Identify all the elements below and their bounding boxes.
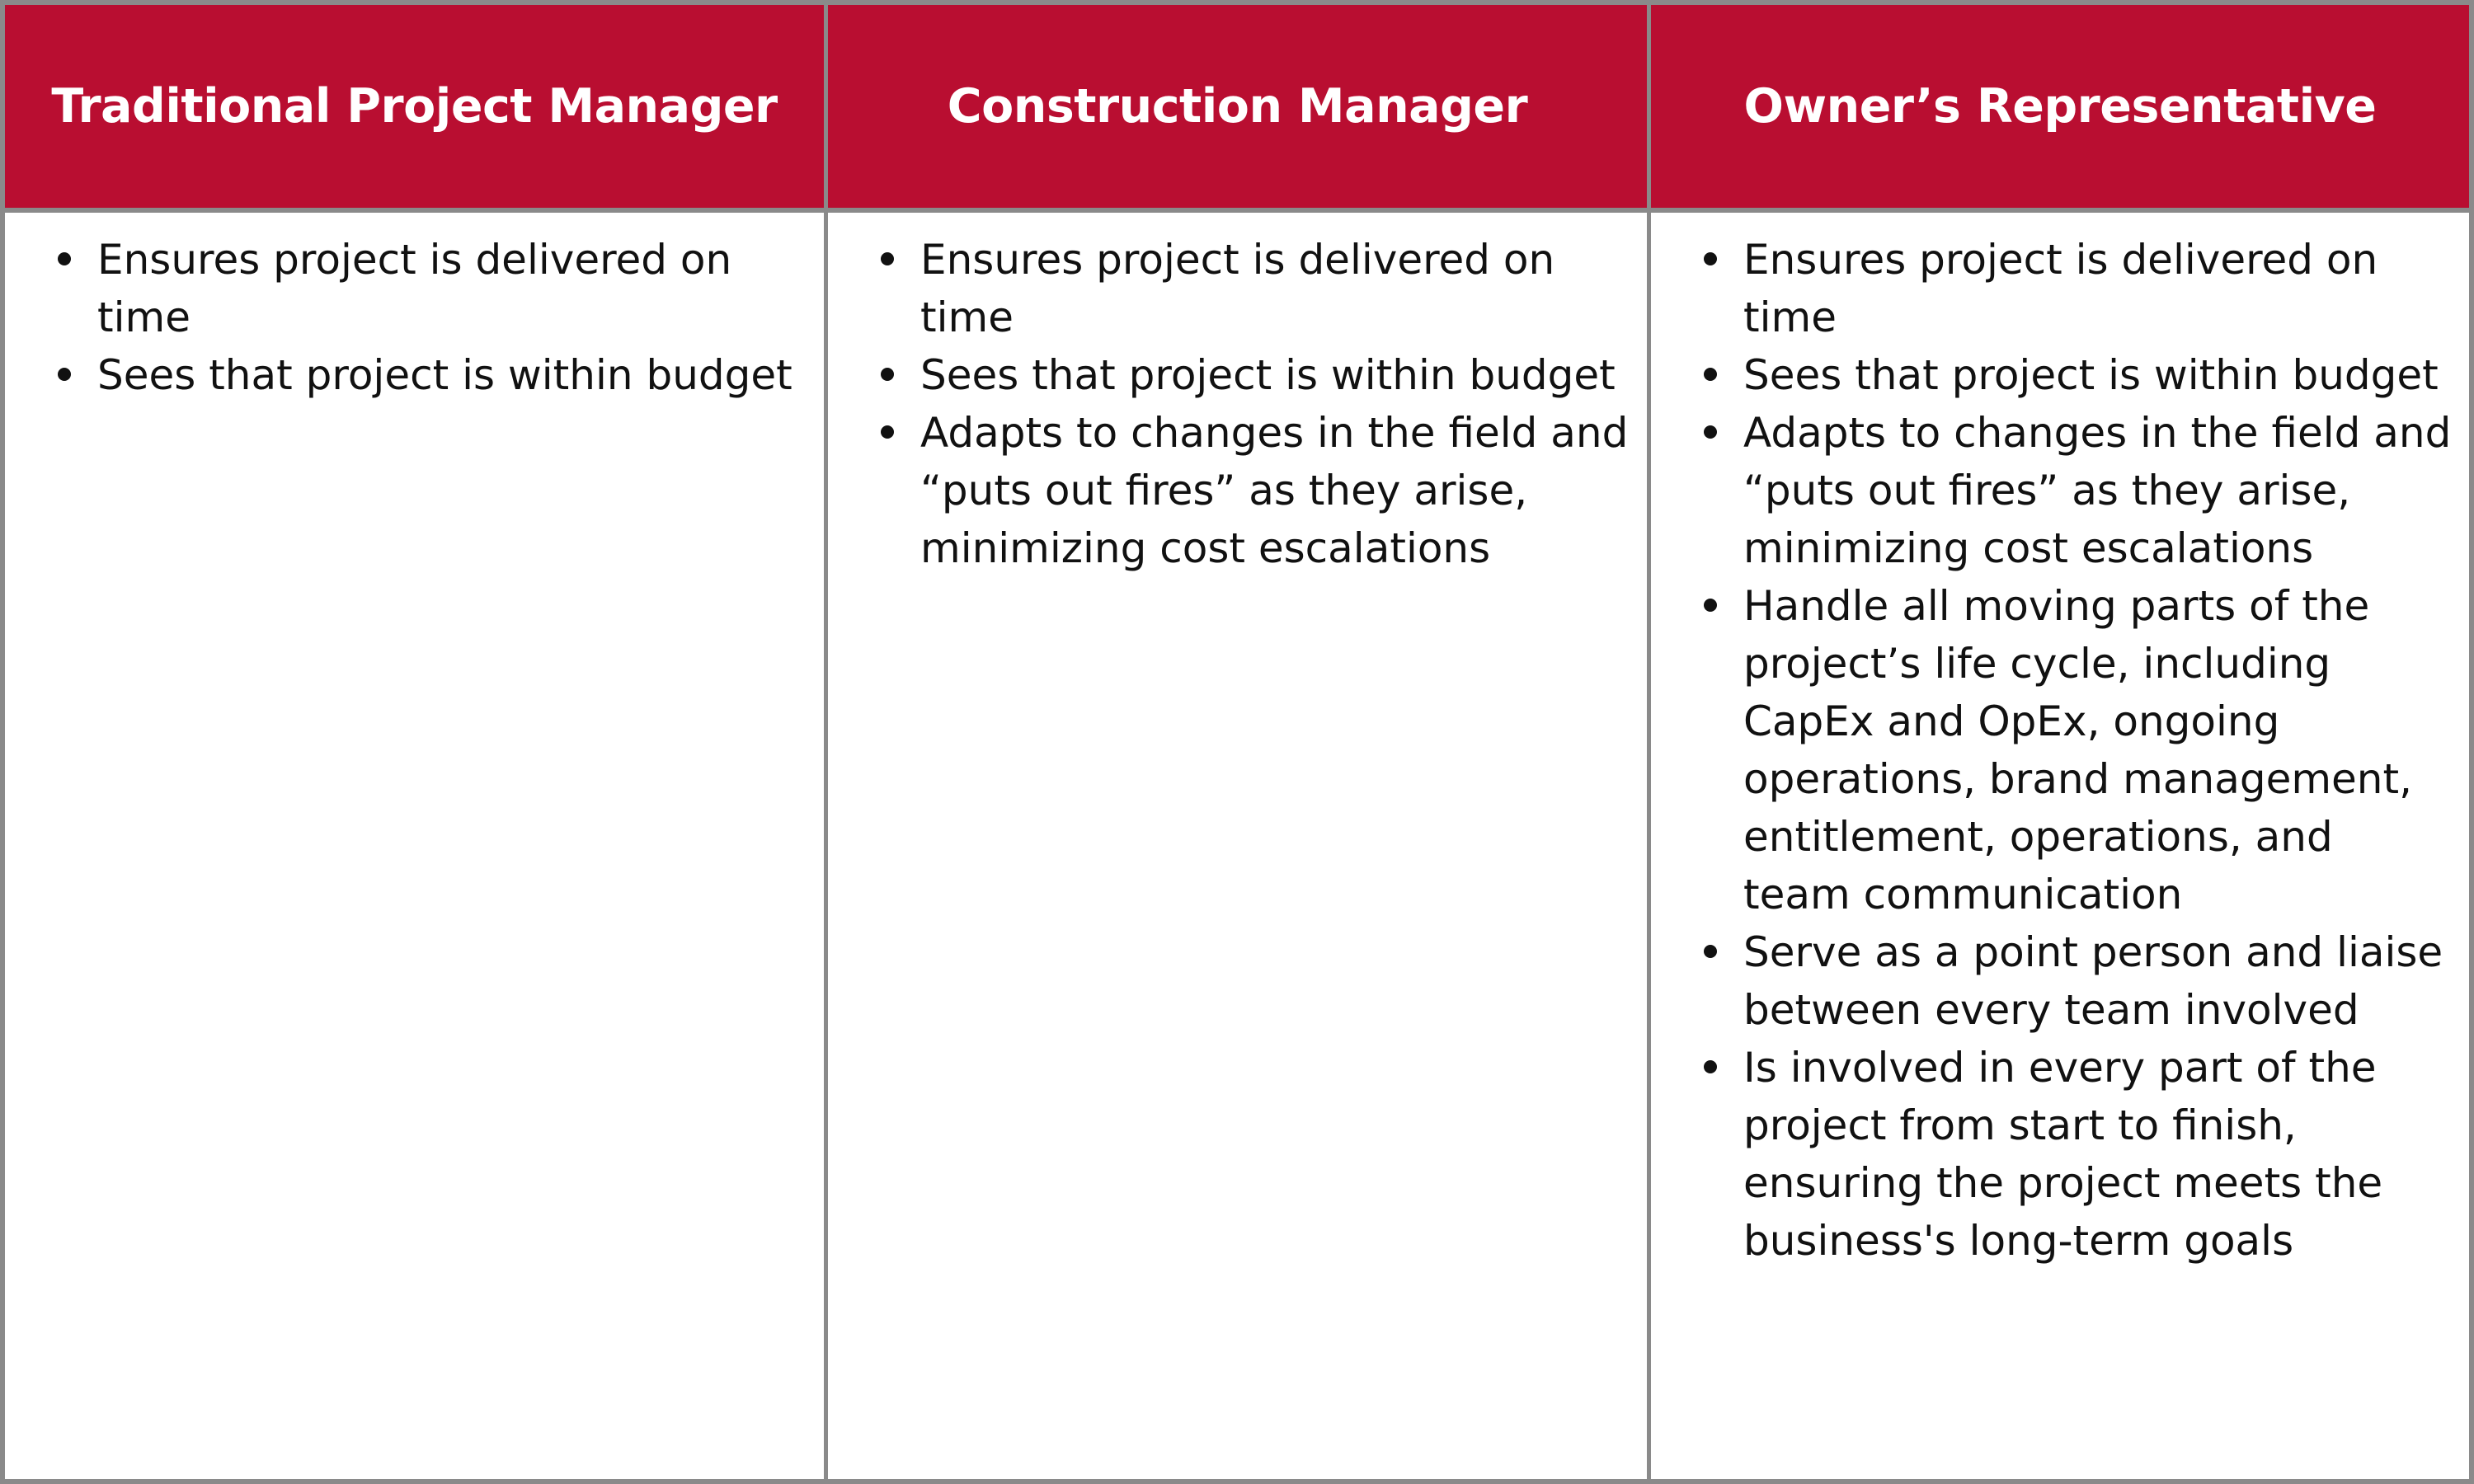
- column-header-owners-representative: Owner’s Representative: [1651, 5, 2469, 213]
- bullet-icon: [1704, 368, 1717, 381]
- column-body-traditional-project-manager: [5, 213, 828, 1479]
- list-item-text: Ensures project is delivered on time: [97, 236, 732, 341]
- bullet-icon: [58, 368, 71, 381]
- list-item: [1651, 577, 2469, 923]
- list-item: [5, 346, 824, 404]
- bullet-list: [828, 231, 1647, 577]
- bullet-icon: [1704, 1060, 1717, 1073]
- list-item: [5, 231, 824, 346]
- bullet-icon: [1704, 945, 1717, 958]
- list-item-text: Handle all moving parts of the project’s life cycle, including CapEx and OpEx, ongoing operations, brand management, entitlement, operations, and team communication: [1743, 582, 2412, 918]
- list-item-text: Adapts to changes in the field and “puts out fires” as they arise, minimizing cost escalations: [1743, 409, 2452, 572]
- list-item: [1651, 231, 2469, 346]
- list-item: [828, 231, 1647, 346]
- list-item-text: Sees that project is within budget: [97, 351, 793, 399]
- bullet-list: [5, 231, 824, 404]
- bullet-icon: [58, 252, 71, 265]
- column-body-owners-representative: [1651, 213, 2469, 1479]
- list-item: [1651, 923, 2469, 1039]
- list-item: [1651, 404, 2469, 577]
- bullet-icon: [881, 252, 894, 265]
- bullet-icon: [881, 425, 894, 439]
- bullet-icon: [1704, 252, 1717, 265]
- column-header-traditional-project-manager: Traditional Project Manager: [5, 5, 828, 213]
- bullet-icon: [1704, 425, 1717, 439]
- column-body-construction-manager: [828, 213, 1651, 1479]
- bullet-icon: [881, 368, 894, 381]
- list-item: [828, 404, 1647, 577]
- list-item: [1651, 1039, 2469, 1270]
- list-item-text: Ensures project is delivered on time: [1743, 236, 2378, 341]
- bullet-icon: [1704, 599, 1717, 612]
- list-item: [1651, 346, 2469, 404]
- bullet-list: [1651, 231, 2469, 1270]
- list-item: [828, 346, 1647, 404]
- list-item-text: Adapts to changes in the field and “puts out fires” as they arise, minimizing cost escalations: [920, 409, 1629, 572]
- list-item-text: Sees that project is within budget: [1743, 351, 2439, 399]
- list-item-text: Sees that project is within budget: [920, 351, 1616, 399]
- list-item-text: Is involved in every part of the project from start to finish, ensuring the project meets the business's long-term goals: [1743, 1044, 2383, 1265]
- list-item-text: Ensures project is delivered on time: [920, 236, 1555, 341]
- list-item-text: Serve as a point person and liaise between every team involved: [1743, 928, 2443, 1034]
- column-header-construction-manager: Construction Manager: [828, 5, 1651, 213]
